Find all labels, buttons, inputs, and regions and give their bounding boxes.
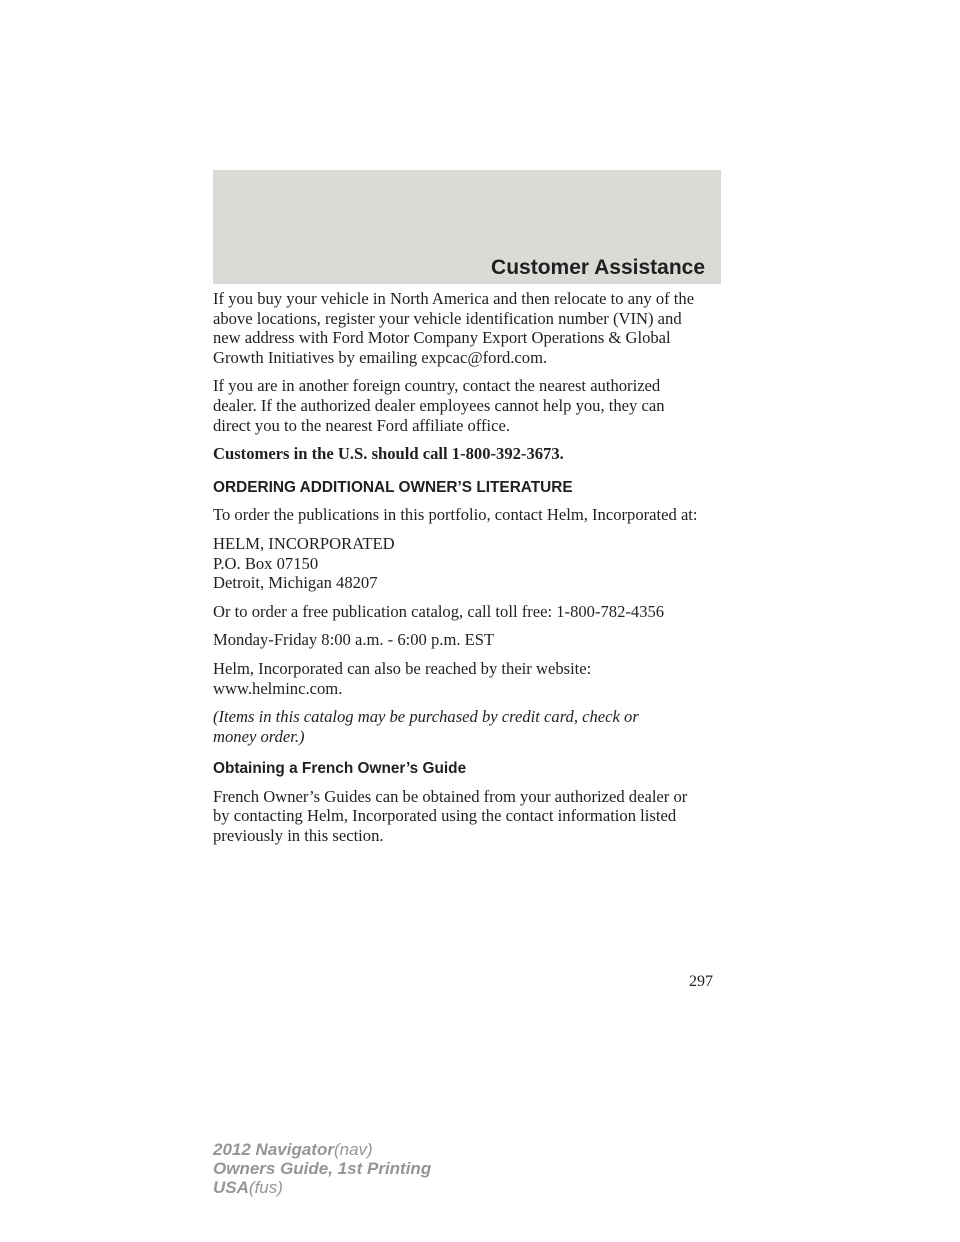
text-line: (Items in this catalog may be purchased by credit card, check or — [213, 707, 639, 727]
text-line: French Owner’s Guides can be obtained from your authorized dealer or — [213, 786, 688, 806]
address-line: HELM, INCORPORATED — [213, 533, 395, 553]
text-line: new address with Ford Motor Company Export Operations & Global — [213, 328, 671, 348]
paragraph-website — [213, 659, 728, 698]
text-line: above locations, register your vehicle identification number (VIN) and — [213, 308, 682, 328]
text-line: by contacting Helm, Incorporated using the contact information listed — [213, 806, 677, 826]
mailing-address — [213, 534, 728, 593]
text-line: dealer. If the authorized dealer employees cannot help you, they can — [213, 395, 665, 415]
footer-model-code: (nav) — [333, 1140, 373, 1159]
paragraph-order-publications: To order the publications in this portfolio, contact Helm, Incorporated at: — [213, 505, 698, 525]
page-content — [213, 289, 728, 855]
section-title: Customer Assistance — [491, 256, 705, 279]
text-line: previously in this section. — [213, 826, 384, 846]
section-header-band — [213, 170, 721, 284]
text-line: direct you to the nearest Ford affiliate office. — [213, 415, 511, 435]
text-line: money order.) — [213, 726, 305, 746]
address-line: P.O. Box 07150 — [213, 553, 319, 573]
footer-edition: Owners Guide, 1st Printing — [213, 1159, 432, 1178]
page-number: 297 — [689, 973, 713, 990]
section-heading-literature: ORDERING ADDITIONAL OWNER’S LITERATURE — [213, 478, 573, 496]
paragraph-hours: Monday-Friday 8:00 a.m. - 6:00 p.m. EST — [213, 630, 495, 650]
paragraph-payment-note — [213, 707, 728, 746]
footer-market: USA — [213, 1178, 249, 1197]
text-line: If you are in another foreign country, contact the nearest authorized — [213, 376, 661, 396]
paragraph-toll-free: Or to order a free publication catalog, call toll free: 1-800-782-4356 — [213, 601, 665, 621]
footer-line — [213, 1178, 431, 1197]
subheading-french-guide: Obtaining a French Owner’s Guide — [213, 760, 467, 778]
text-line: Helm, Incorporated can also be reached by their website: — [213, 658, 592, 678]
website-url: www.helminc.com. — [213, 678, 343, 698]
paragraph-foreign-country — [213, 376, 728, 435]
text-line: Growth Initiatives by emailing expcac@ford.com. — [213, 347, 548, 367]
paragraph-relocation — [213, 289, 728, 367]
print-footer — [213, 1140, 431, 1197]
us-phone-notice: Customers in the U.S. should call 1-800-392-3673. — [213, 444, 564, 464]
paragraph-french-guide — [213, 787, 728, 846]
footer-model: 2012 Navigator — [213, 1140, 334, 1159]
footer-market-code: (fus) — [248, 1178, 283, 1197]
text-line: If you buy your vehicle in North America and then relocate to any of the — [213, 289, 695, 308]
footer-line — [213, 1140, 431, 1159]
address-line: Detroit, Michigan 48207 — [213, 573, 378, 593]
